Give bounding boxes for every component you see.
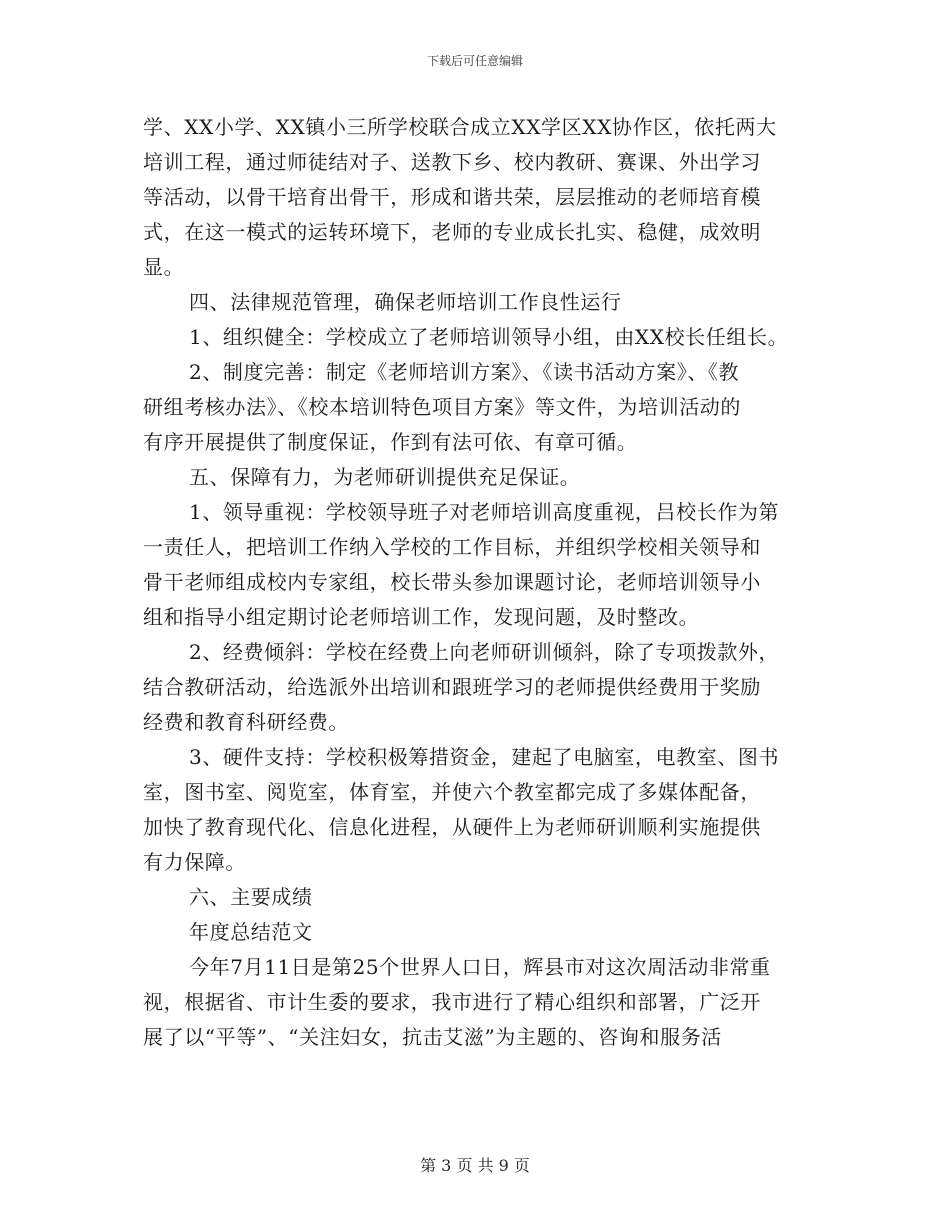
text-line: 展了以“平等”、“关注妇女，抗击艾滋”为主题的、咨询和服务活: [143, 1025, 722, 1049]
text-line: 四、法律规范管理，确保老师培训工作良性运行: [189, 290, 622, 314]
text-line: 培训工程，通过师徒结对子、送教下乡、校内教研、赛课、外出学习: [143, 150, 761, 174]
page-header: 下载后可任意编辑: [426, 54, 523, 68]
text-line: 年度总结范文: [189, 920, 313, 944]
text-line: 视，根据省、市计生委的要求，我市进行了精心组织和部署，广泛开: [143, 990, 761, 1014]
text-line: 研组考核办法》、《校本培训特色项目方案》等文件，为培训活动的: [143, 395, 741, 419]
text-line: 2、制度完善：制定《老师培训方案》、《读书活动方案》、《教: [189, 360, 740, 384]
text-line: 等活动，以骨干培育出骨干，形成和谐共荣，层层推动的老师培育模: [143, 185, 761, 209]
text-line: 加快了教育现代化、信息化进程，从硬件上为老师研训顺利实施提供: [143, 815, 761, 839]
text-line: 今年7月11日是第25个世界人口日，辉县市对这次周活动非常重: [189, 955, 771, 979]
text-line: 结合教研活动，给选派外出培训和跟班学习的老师提供经费用于奖励: [143, 675, 761, 699]
text-line: 室，图书室、阅览室，体育室，并使六个教室都完成了多媒体配备，: [143, 780, 761, 804]
text-line: 骨干老师组成校内专家组，校长带头参加课题讨论，老师培训领导小: [143, 570, 761, 594]
text-line: 学、XX小学、XX镇小三所学校联合成立XX学区XX协作区，依托两大: [143, 115, 777, 139]
text-line: 有序开展提供了制度保证，作到有法可依、有章可循。: [143, 430, 638, 454]
text-line: 3、硬件支持：学校积极筹措资金，建起了电脑室，电教室、图书: [189, 745, 780, 769]
text-line: 式，在这一模式的运转环境下，老师的专业成长扎实、稳健，成效明: [143, 220, 761, 244]
text-line: 组和指导小组定期讨论老师培训工作，发现问题，及时整改。: [143, 605, 700, 629]
text-line: 2、经费倾斜：学校在经费上向老师研训倾斜，除了专项拨款外，: [189, 640, 780, 664]
text-line: 1、组织健全：学校成立了老师培训领导小组，由XX校长任组长。: [189, 325, 789, 349]
text-line: 1、领导重视：学校领导班子对老师培训高度重视，吕校长作为第: [189, 500, 780, 524]
text-line: 显。: [143, 255, 185, 279]
text-line: 六、主要成绩: [189, 885, 313, 909]
text-line: 有力保障。: [143, 850, 246, 874]
page-footer: 第 3 页 共 9 页: [420, 1156, 530, 1175]
text-line: 一责任人，把培训工作纳入学校的工作目标，并组织学校相关领导和: [143, 535, 761, 559]
text-line: 经费和教育科研经费。: [143, 710, 349, 734]
document-body: [143, 110, 813, 1055]
text-line: 五、保障有力，为老师研训提供充足保证。: [189, 465, 581, 489]
